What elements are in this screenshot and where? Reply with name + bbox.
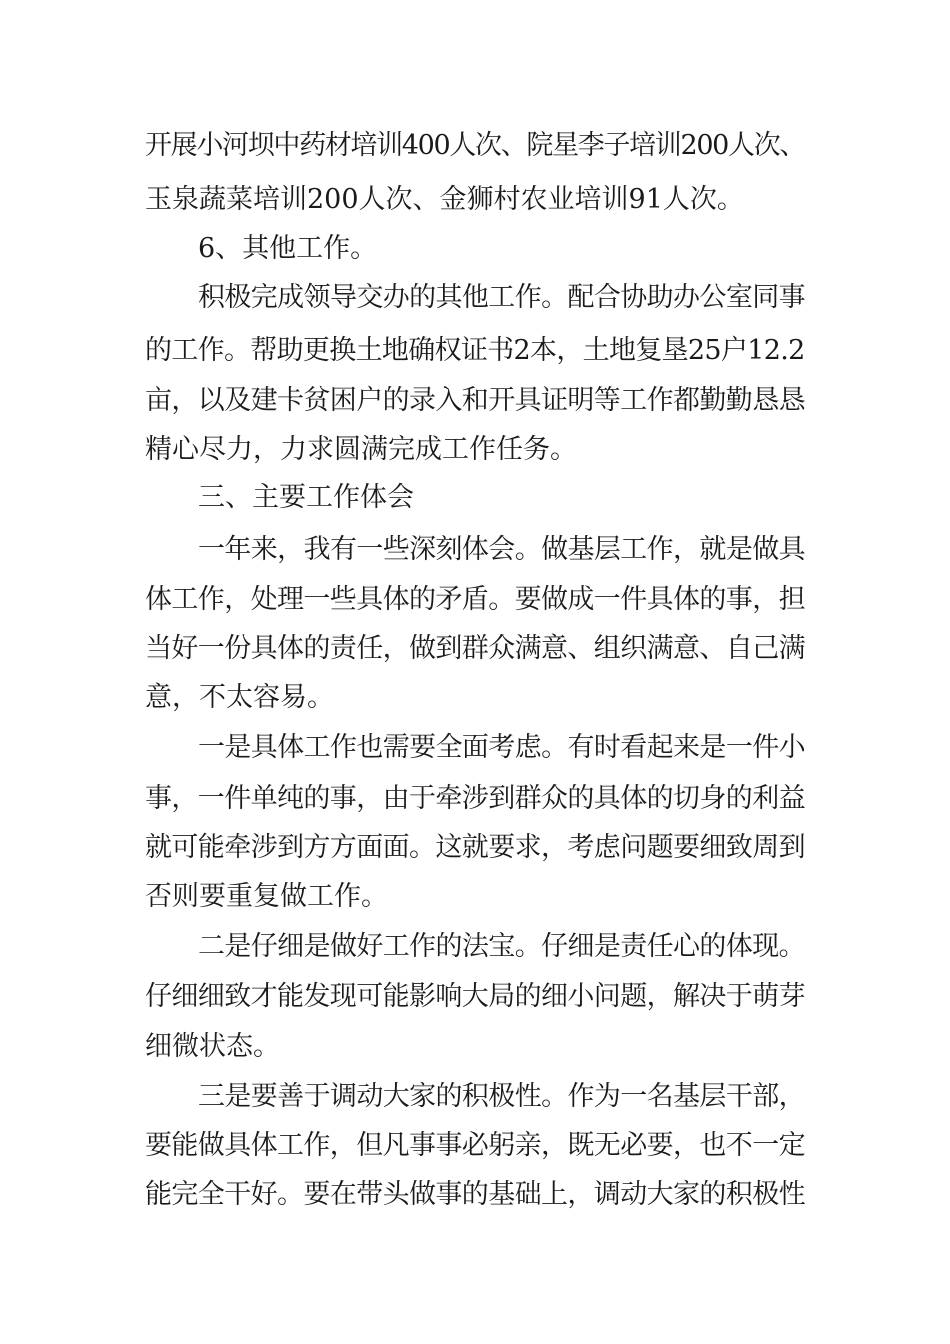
text-line: 精心尽力，力求圆满完成工作任务。 (145, 434, 577, 465)
text-line: 事，一件单纯的事，由于牵涉到群众的具体的切身的利益 (145, 783, 805, 814)
paragraph-line: 一是具体工作也需要全面考虑。有时看起来是一件小 (198, 732, 805, 763)
text-line: 当好一份具体的责任，做到群众满意、组织满意、自己满 (145, 633, 805, 664)
text-line: 要能做具体工作，但凡事事必躬亲，既无必要，也不一定 (145, 1130, 805, 1161)
section-heading: 三、主要工作体会 (198, 482, 414, 513)
section-heading: 6、其他工作。 (198, 233, 378, 264)
text-line: 开展小河坝中药材培训400人次、院星李子培训200人次、 (145, 130, 806, 161)
paragraph-line: 三是要善于调动大家的积极性。作为一名基层干部， (198, 1081, 805, 1112)
text-line: 意，不太容易。 (145, 682, 334, 713)
text-line: 仔细细致才能发现可能影响大局的细小问题，解决于萌芽 (145, 981, 805, 1012)
text-line: 能完全干好。要在带头做事的基础上，调动大家的积极性 (145, 1179, 805, 1210)
text-line: 亩，以及建卡贫困户的录入和开具证明等工作都勤勤恳恳 (145, 385, 805, 416)
paragraph-line: 积极完成领导交办的其他工作。配合协助办公室同事 (198, 282, 805, 313)
text-line: 体工作，处理一些具体的矛盾。要做成一件具体的事，担 (145, 584, 805, 615)
paragraph-line: 二是仔细是做好工作的法宝。仔细是责任心的体现。 (198, 931, 805, 962)
text-line: 的工作。帮助更换土地确权证书2本，土地复垦25户12.2 (145, 335, 805, 366)
text-line: 否则要重复做工作。 (145, 881, 388, 912)
text-line: 细微状态。 (145, 1031, 280, 1062)
text-line: 玉泉蔬菜培训200人次、金狮村农业培训91人次。 (145, 184, 744, 215)
paragraph-line: 一年来，我有一些深刻体会。做基层工作，就是做具 (198, 534, 805, 565)
text-line: 就可能牵涉到方方面面。这就要求，考虑问题要细致周到 (145, 832, 805, 863)
